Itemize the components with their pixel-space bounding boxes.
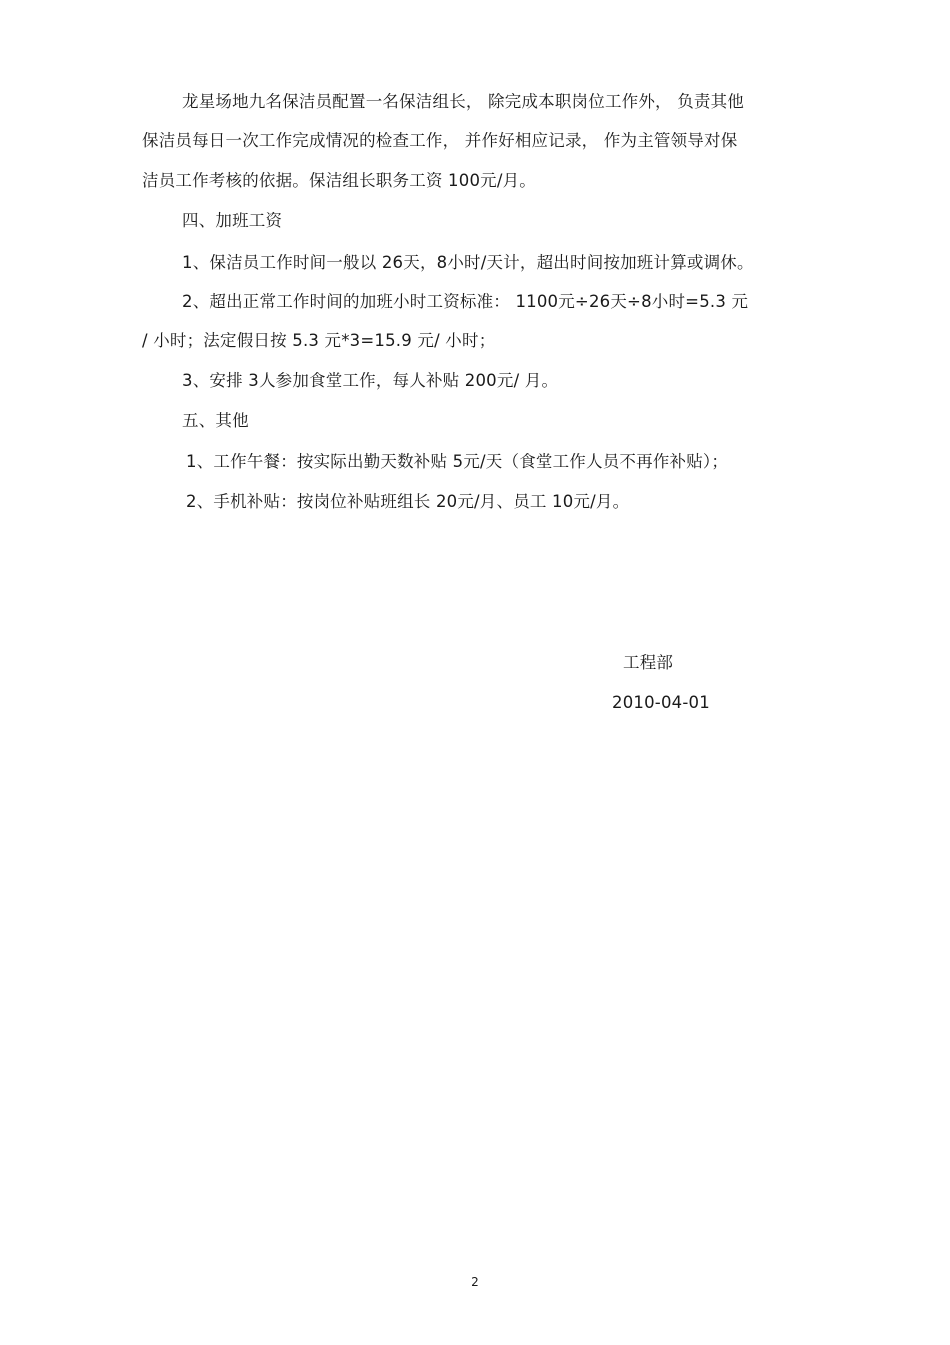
section-five-item-1: 1、工作午餐：按实际出勤天数补贴 5元/天（食堂工作人员不再作补贴）； bbox=[186, 452, 729, 471]
paragraph-line-2: 保洁员每日一次工作完成情况的检查工作， 并作好相应记录， 作为主管领导对保 bbox=[142, 131, 738, 150]
section-four-item-2-line-2: / 小时；法定假日按 5.3 元*3=15.9 元/ 小时； bbox=[142, 331, 496, 350]
paragraph-line-3: 洁员工作考核的依据。保洁组长职务工资 100元/月。 bbox=[142, 171, 536, 190]
section-five-item-2: 2、手机补贴：按岗位补贴班组长 20元/月、员工 10元/月。 bbox=[186, 492, 630, 511]
section-four-item-1: 1、保洁员工作时间一般以 26天，8小时/天计，超出时间按加班计算或调休。 bbox=[182, 253, 754, 272]
page-number: 2 bbox=[471, 1275, 479, 1289]
section-four-heading: 四、加班工资 bbox=[182, 211, 283, 230]
section-four-item-2-line-1: 2、超出正常工作时间的加班小时工资标准： 1100元÷26天÷8小时=5.3 元 bbox=[182, 292, 749, 311]
paragraph-line-1: 龙星场地九名保洁员配置一名保洁组长， 除完成本职岗位工作外， 负责其他 bbox=[182, 92, 744, 111]
signature-date: 2010-04-01 bbox=[612, 693, 710, 712]
section-five-heading: 五、其他 bbox=[182, 411, 249, 430]
signature-department: 工程部 bbox=[623, 653, 674, 672]
section-four-item-3: 3、安排 3人参加食堂工作，每人补贴 200元/ 月。 bbox=[182, 371, 559, 390]
